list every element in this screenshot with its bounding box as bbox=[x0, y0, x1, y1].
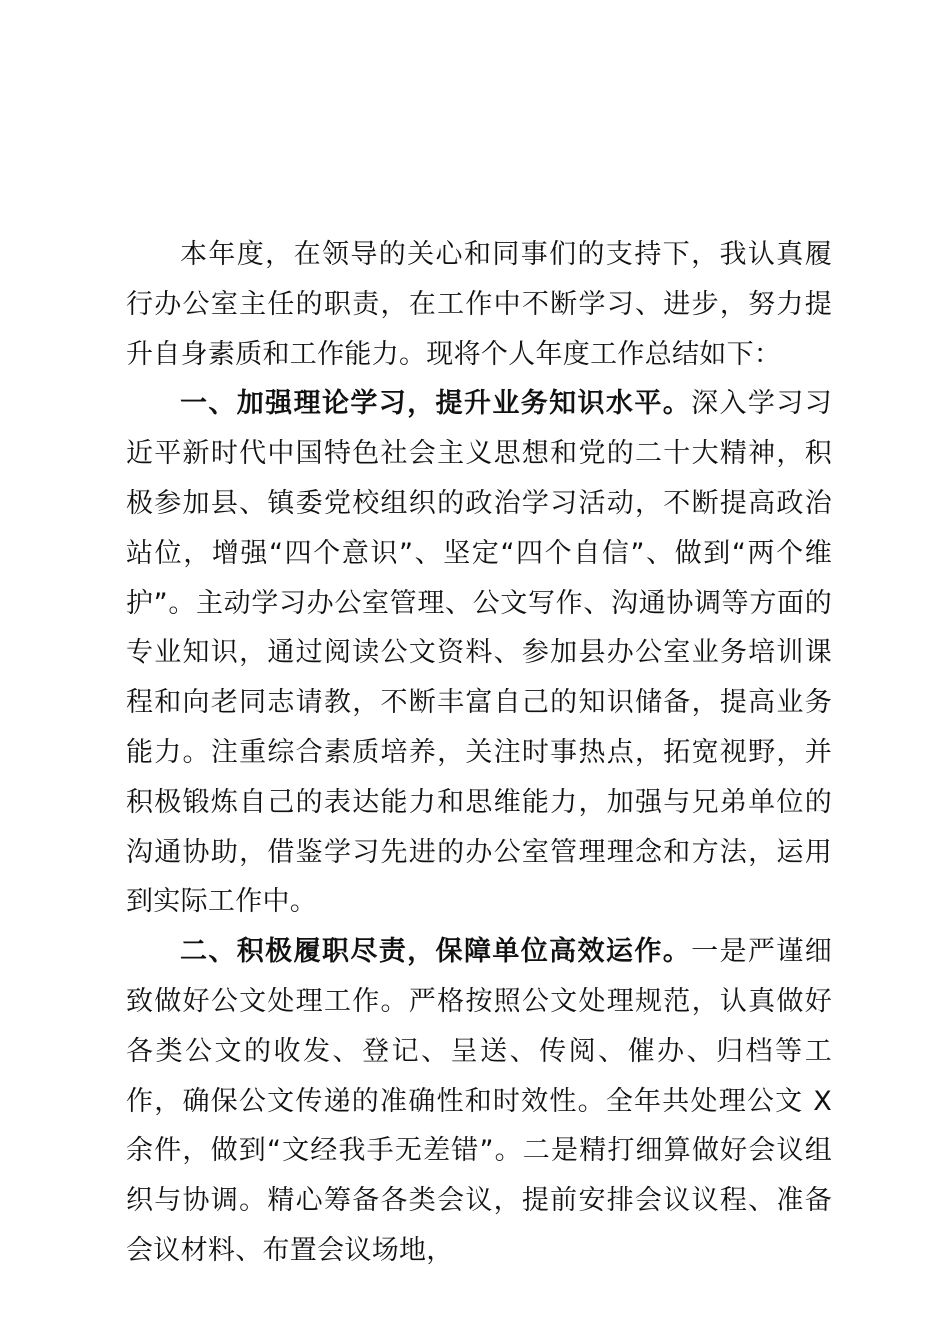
section-two-heading: 二、积极履职尽责，保障单位高效运作。 bbox=[180, 936, 692, 968]
section-one-heading: 一、加强理论学习，提升业务知识水平。 bbox=[180, 388, 692, 420]
document-body bbox=[126, 230, 832, 1276]
intro-text: 本年度，在领导的关心和同事们的支持下，我认真履行办公室主任的职责，在工作中不断学习、进步，努力提升自身素质和工作能力。现将个人年度工作总结如下： bbox=[126, 239, 832, 370]
section-one-text: 深入学习习近平新时代中国特色社会主义思想和党的二十大精神，积极参加县、镇委党校组织的政治学习活动，不断提高政治站位，增强“四个意识”、坚定“四个自信”、做到“两个维护”。主动学习办公室管理、公文写作、沟通协调等方面的专业知识，通过阅读公文资料、参加县办公室业务培训课程和向老同志请教，不断丰富自己的知识储备，提高业务能力。注重综合素质培养，关注时事热点，拓宽视野，并积极锻炼自己的表达能力和思维能力，加强与兄弟单位的沟通协助，借鉴学习先进的办公室管理理念和方法，运用到实际工作中。 bbox=[126, 388, 833, 918]
section-two-paragraph bbox=[126, 927, 832, 1276]
section-one-paragraph bbox=[126, 379, 832, 927]
intro-paragraph bbox=[126, 230, 832, 379]
section-two-text: 一是严谨细致做好公文处理工作。严格按照公文处理规范，认真做好各类公文的收发、登记、呈送、传阅、催办、归档等工作，确保公文传递的准确性和时效性。全年共处理公文 X 余件，做到“文经我手无差错”。二是精打细算做好会议组织与协调。精心筹备各类会议，提前安排会议议程、准备会议材料、布置会议场地， bbox=[126, 936, 833, 1266]
